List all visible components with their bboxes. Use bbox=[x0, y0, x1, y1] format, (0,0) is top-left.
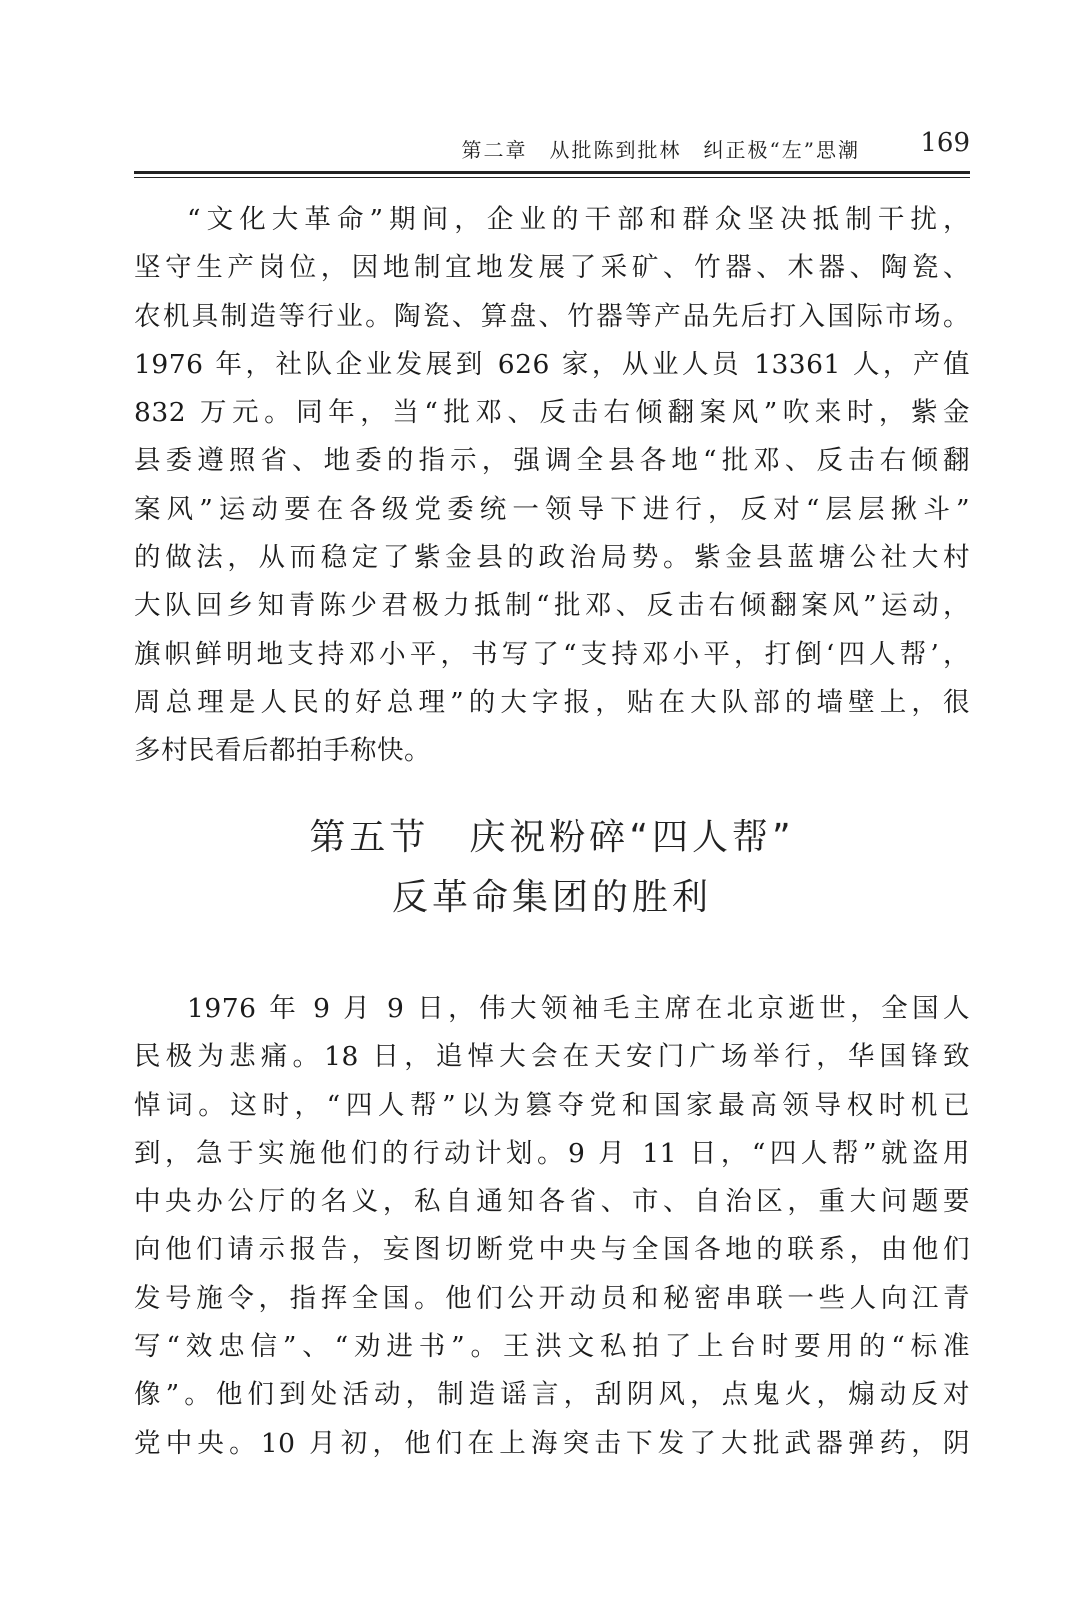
paragraph-line: 旗帜鲜明地支持邓小平，书写了“支持邓小平，打倒‘四人帮’， bbox=[134, 638, 970, 670]
paragraph-line: 到，急于实施他们的行动计划。9 月 11 日，“四人帮”就盗用 bbox=[134, 1137, 970, 1169]
paragraph-2 bbox=[134, 985, 970, 1468]
paragraph-line: 像”。他们到处活动，制造谣言，刮阴风，点鬼火，煽动反对 bbox=[134, 1379, 970, 1411]
page-number: 169 bbox=[920, 128, 970, 158]
paragraph-line: 坚守生产岗位，因地制宜地发展了采矿、竹器、木器、陶瓷、 bbox=[134, 252, 970, 284]
paragraph-line: 农机具制造等行业。陶瓷、算盘、竹器等产品先后打入国际市场。 bbox=[134, 300, 970, 332]
section-title-line-1: 第五节 庆祝粉碎“四人帮” bbox=[309, 817, 795, 858]
paragraph-line: 向他们请示报告，妄图切断党中央与全国各地的联系，由他们 bbox=[134, 1234, 970, 1266]
header-rule-thick bbox=[134, 171, 970, 174]
paragraph-line: 县委遵照省、地委的指示，强调全县各地“批邓、反击右倾翻 bbox=[134, 445, 970, 477]
section-heading bbox=[134, 808, 970, 928]
paragraph-line: 中央办公厅的名义，私自通知各省、市、自治区，重大问题要 bbox=[134, 1186, 970, 1218]
paragraph-line: “文化大革命”期间，企业的干部和群众坚决抵制干扰， bbox=[187, 204, 970, 235]
section-title-line-2: 反革命集团的胜利 bbox=[391, 877, 712, 918]
paragraph-line: 民极为悲痛。18 日，追悼大会在天安门广场举行，华国锋致 bbox=[134, 1041, 970, 1073]
paragraph-line: 发号施令，指挥全国。他们公开动员和秘密串联一些人向江青 bbox=[134, 1282, 970, 1314]
paragraph-line: 1976 年 9 月 9 日，伟大领袖毛主席在北京逝世，全国人 bbox=[187, 993, 970, 1024]
paragraph-line: 党中央。10 月初，他们在上海突击下发了大批武器弹药，阴 bbox=[134, 1427, 970, 1459]
paragraph-line: 案风”运动要在各级党委统一领导下进行，反对“层层揪斗” bbox=[134, 493, 970, 525]
paragraph-line: 的做法，从而稳定了紫金县的政治局势。紫金县蓝塘公社大村 bbox=[134, 542, 970, 574]
paragraph-line: 1976 年，社队企业发展到 626 家，从业人员 13361 人，产值 bbox=[134, 348, 970, 380]
paragraph-line: 写“效忠信”、“劝进书”。王洪文私拍了上台时要用的“标准 bbox=[134, 1331, 970, 1363]
header-rule-thin bbox=[134, 177, 970, 178]
paragraph-line: 832 万元。同年，当“批邓、反击右倾翻案风”吹来时，紫金 bbox=[134, 397, 970, 429]
paragraph-line: 多村民看后都拍手称快。 bbox=[134, 735, 431, 767]
running-head-title: 第二章 从批陈到批林 纠正极“左”思潮 bbox=[461, 138, 860, 162]
running-head bbox=[134, 128, 970, 164]
paragraph-line: 悼词。这时，“四人帮”以为篡夺党和国家最高领导权时机已 bbox=[134, 1089, 970, 1121]
paragraph-1 bbox=[134, 196, 970, 776]
paragraph-line: 大队回乡知青陈少君极力抵制“批邓、反击右倾翻案风”运动， bbox=[134, 590, 970, 622]
paragraph-line: 周总理是人民的好总理”的大字报，贴在大队部的墙壁上，很 bbox=[134, 686, 970, 718]
